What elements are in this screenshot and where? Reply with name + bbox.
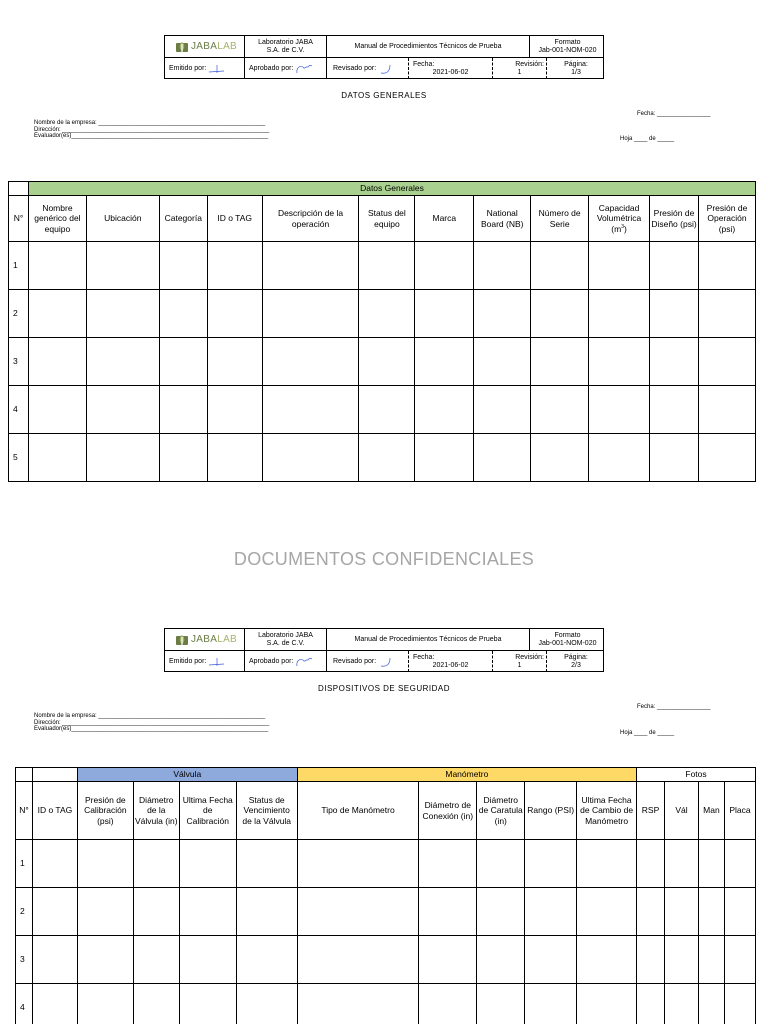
pagina-field: Página: 2/3 <box>564 653 588 669</box>
column-header: Número de Serie <box>531 196 589 242</box>
table-cell[interactable] <box>28 386 86 434</box>
table-cell[interactable] <box>665 888 699 936</box>
datos-generales-table <box>8 181 756 482</box>
datos-generales-rows <box>9 242 756 482</box>
table-cell[interactable] <box>577 984 637 1024</box>
table-cell[interactable] <box>474 386 531 434</box>
table-cell[interactable] <box>650 386 699 434</box>
table-cell[interactable] <box>179 840 236 888</box>
formato-code: Formato Jab-001-NOM-020 <box>538 38 597 54</box>
table-cell[interactable] <box>359 386 415 434</box>
table-cell[interactable] <box>650 290 699 338</box>
table-cell[interactable] <box>236 984 297 1024</box>
table-cell[interactable] <box>86 386 159 434</box>
row-number: 4 <box>9 386 29 434</box>
empresa-line: Nombre de la empresa: __________________________________________________ <box>34 713 266 719</box>
signature-icon <box>295 657 313 667</box>
column-header: Ubicación <box>86 196 159 242</box>
table-cell[interactable] <box>477 936 525 984</box>
row-number: 3 <box>16 936 33 984</box>
signature-icon <box>378 657 396 667</box>
table-cell[interactable] <box>207 242 262 290</box>
table-cell[interactable] <box>665 984 699 1024</box>
column-header: Marca <box>415 196 474 242</box>
table-cell[interactable] <box>665 936 699 984</box>
table-cell[interactable] <box>531 290 589 338</box>
table-cell[interactable] <box>650 338 699 386</box>
column-header: Ultima Fecha de Cambio de Manómetro <box>577 782 637 840</box>
table-cell[interactable] <box>32 984 77 1024</box>
table-cell[interactable] <box>419 888 477 936</box>
table-cell[interactable] <box>474 242 531 290</box>
table-cell[interactable] <box>698 936 724 984</box>
column-header: N° <box>16 782 33 840</box>
column-header: Presión de Operación (psi) <box>698 196 755 242</box>
table-cell[interactable] <box>525 936 577 984</box>
aprobado-por: Aprobado por: <box>245 58 327 79</box>
table-cell[interactable] <box>359 290 415 338</box>
table-cell[interactable] <box>474 338 531 386</box>
group-header-fotos: Fotos <box>637 768 756 782</box>
table-cell[interactable] <box>262 290 359 338</box>
company-info <box>34 713 269 733</box>
table-cell[interactable] <box>159 386 207 434</box>
table-cell[interactable] <box>86 338 159 386</box>
table-row <box>16 888 756 936</box>
table-cell[interactable] <box>724 936 755 984</box>
table-cell[interactable] <box>698 338 755 386</box>
table-cell[interactable] <box>637 984 665 1024</box>
table-cell[interactable] <box>77 888 133 936</box>
table-cell[interactable] <box>525 984 577 1024</box>
column-header: Status del equipo <box>359 196 415 242</box>
table-cell[interactable] <box>698 386 755 434</box>
hoja-line: Hoja ____ de _____ <box>620 730 675 736</box>
table-cell[interactable] <box>236 888 297 936</box>
pagina-field: Página: 1/3 <box>564 60 588 76</box>
table-cell[interactable] <box>159 434 207 482</box>
table-cell[interactable] <box>28 242 86 290</box>
emitido-por: Emitido por: <box>165 58 245 79</box>
hoja-line: Hoja ____ de _____ <box>620 136 675 142</box>
table-cell[interactable] <box>419 936 477 984</box>
table-cell[interactable] <box>589 386 650 434</box>
table-cell[interactable] <box>297 936 419 984</box>
column-header: Tipo de Manómetro <box>297 782 419 840</box>
column-header: Capacidad Volumétrica $(m^3)$ <box>589 196 650 242</box>
table-cell[interactable] <box>133 888 179 936</box>
row-number: 2 <box>16 888 33 936</box>
table-cell[interactable] <box>86 434 159 482</box>
table-cell[interactable] <box>77 936 133 984</box>
table-cell[interactable] <box>477 840 525 888</box>
column-header: Presión de Diseño (psi) <box>650 196 699 242</box>
table-cell[interactable] <box>297 888 419 936</box>
table-cell[interactable] <box>531 242 589 290</box>
table-cell[interactable] <box>525 840 577 888</box>
table-cell[interactable] <box>179 888 236 936</box>
corner-cell <box>9 182 29 196</box>
column-header: ID o TAG <box>32 782 77 840</box>
revisado-por: Revisado por: <box>327 58 409 79</box>
table-cell[interactable] <box>419 840 477 888</box>
table-cell[interactable] <box>477 984 525 1024</box>
column-header: National Board (NB) <box>474 196 531 242</box>
table-cell[interactable] <box>133 936 179 984</box>
group-header-datos-generales: Datos Generales <box>28 182 755 196</box>
table-cell[interactable] <box>262 338 359 386</box>
table-cell[interactable] <box>637 888 665 936</box>
table-cell[interactable] <box>133 984 179 1024</box>
revision-field: Revisión: 1 <box>493 651 547 672</box>
section-title-dispositivos: DISPOSITIVOS DE SEGURIDAD <box>317 684 451 693</box>
table-cell[interactable] <box>32 888 77 936</box>
column-header: Ultima Fecha de Calibración <box>179 782 236 840</box>
column-header: N° <box>9 196 29 242</box>
fecha-field: Fecha: 2021-06-02 <box>409 58 493 79</box>
manual-title: Manual de Procedimientos Técnicos de Prueba <box>327 36 530 57</box>
table-cell[interactable] <box>28 338 86 386</box>
table-cell[interactable] <box>207 290 262 338</box>
section-title-datos-generales: DATOS GENERALES <box>341 91 427 100</box>
table-cell[interactable] <box>637 936 665 984</box>
corner-cell <box>32 768 77 782</box>
confidential-watermark: DOCUMENTOS CONFIDENCIALES <box>233 549 535 569</box>
revision-field: Revisión: 1 <box>493 58 547 79</box>
table-cell[interactable] <box>650 242 699 290</box>
company-logo: JABALAB <box>165 629 245 650</box>
dispositivos-seguridad-table <box>15 767 756 1024</box>
table-cell[interactable] <box>32 840 77 888</box>
table-cell[interactable] <box>724 888 755 936</box>
evaluador-line: Evaluador(es)___________________________________________________________ <box>34 133 269 139</box>
table-cell[interactable] <box>698 840 724 888</box>
dispositivos-rows <box>16 840 756 1024</box>
company-info <box>34 120 269 140</box>
direccion-line: Dirección: ______________________________________________________________ <box>34 719 270 726</box>
table-cell[interactable] <box>698 242 755 290</box>
signature-icon <box>295 64 313 74</box>
leaf-logo-icon <box>175 633 189 647</box>
table-cell[interactable] <box>77 984 133 1024</box>
document-header-page2 <box>164 628 604 672</box>
column-header: ID o TAG <box>207 196 262 242</box>
column-header: Placa <box>724 782 755 840</box>
table-cell[interactable] <box>477 888 525 936</box>
table-cell[interactable] <box>531 386 589 434</box>
table-cell[interactable] <box>698 434 755 482</box>
table-cell[interactable] <box>297 840 419 888</box>
table-cell[interactable] <box>32 936 77 984</box>
signature-icon <box>208 64 226 74</box>
table-cell[interactable] <box>589 434 650 482</box>
formato-code: Formato Jab-001-NOM-020 <box>538 631 597 647</box>
table-row <box>9 434 756 482</box>
company-logo: JABALAB <box>165 36 245 57</box>
column-header: Nombre genérico del equipo <box>28 196 86 242</box>
column-header: Status de Vencimiento de la Válvula <box>236 782 297 840</box>
table-cell[interactable] <box>179 984 236 1024</box>
table-cell[interactable] <box>577 936 637 984</box>
direccion-line: Dirección: ______________________________________________________________ <box>34 126 270 133</box>
table-cell[interactable] <box>698 290 755 338</box>
table-cell[interactable] <box>698 888 724 936</box>
row-number: 1 <box>9 242 29 290</box>
table-cell[interactable] <box>577 888 637 936</box>
signature-icon <box>208 657 226 667</box>
column-header: Diámetro de Conexión (in) <box>419 782 477 840</box>
column-header: Descripción de la operación <box>262 196 359 242</box>
column-header: RSP <box>637 782 665 840</box>
table-cell[interactable] <box>359 242 415 290</box>
table-cell[interactable] <box>698 984 724 1024</box>
table-cell[interactable] <box>77 840 133 888</box>
table-cell[interactable] <box>531 338 589 386</box>
table-cell[interactable] <box>159 242 207 290</box>
table-cell[interactable] <box>207 434 262 482</box>
row-number: 1 <box>16 840 33 888</box>
table-row <box>9 338 756 386</box>
table-cell[interactable] <box>159 290 207 338</box>
table-cell[interactable] <box>159 338 207 386</box>
row-number: 4 <box>16 984 33 1024</box>
table-cell[interactable] <box>236 840 297 888</box>
table-cell[interactable] <box>179 936 236 984</box>
table-cell[interactable] <box>415 386 474 434</box>
column-header: Diámetro de Caratula (in) <box>477 782 525 840</box>
row-number: 5 <box>9 434 29 482</box>
manual-title: Manual de Procedimientos Técnicos de Prueba <box>327 629 530 650</box>
table-cell[interactable] <box>207 338 262 386</box>
column-header: Rango (PSI) <box>525 782 577 840</box>
leaf-logo-icon <box>175 40 189 54</box>
emitido-por: Emitido por: <box>165 651 245 672</box>
table-cell[interactable] <box>359 434 415 482</box>
table-cell[interactable] <box>531 434 589 482</box>
revisado-por: Revisado por: <box>327 651 409 672</box>
table-cell[interactable] <box>589 290 650 338</box>
table-row <box>16 840 756 888</box>
table-row <box>16 936 756 984</box>
table-cell[interactable] <box>474 290 531 338</box>
table-cell[interactable] <box>297 984 419 1024</box>
table-cell[interactable] <box>637 840 665 888</box>
column-header: Vál <box>665 782 699 840</box>
table-cell[interactable] <box>589 242 650 290</box>
table-cell[interactable] <box>415 338 474 386</box>
fecha-field: Fecha: 2021-06-02 <box>409 651 493 672</box>
column-header: Man <box>698 782 724 840</box>
table-cell[interactable] <box>28 290 86 338</box>
table-cell[interactable] <box>415 242 474 290</box>
table-cell[interactable] <box>262 386 359 434</box>
table-cell[interactable] <box>86 290 159 338</box>
aprobado-por: Aprobado por: <box>245 651 327 672</box>
table-cell[interactable] <box>28 434 86 482</box>
empresa-line: Nombre de la empresa: __________________________________________________ <box>34 120 266 126</box>
table-cell[interactable] <box>262 434 359 482</box>
table-row <box>9 290 756 338</box>
column-header: Diámetro de la Válvula (in) <box>133 782 179 840</box>
table-cell[interactable] <box>262 242 359 290</box>
table-row <box>9 242 756 290</box>
evaluador-line: Evaluador(es)___________________________________________________________ <box>34 726 269 732</box>
table-cell[interactable] <box>577 840 637 888</box>
corner-cell <box>16 768 33 782</box>
fecha-line: Fecha: ________________ <box>637 704 711 710</box>
table-cell[interactable] <box>236 936 297 984</box>
table-cell[interactable] <box>207 386 262 434</box>
table-row <box>16 984 756 1024</box>
table-cell[interactable] <box>359 338 415 386</box>
lab-name: Laboratorio JABA S.A. de C.V. <box>245 629 327 650</box>
group-header-manometro: Manómetro <box>297 768 636 782</box>
table-cell[interactable] <box>665 840 699 888</box>
table-cell[interactable] <box>650 434 699 482</box>
table-cell[interactable] <box>415 290 474 338</box>
table-cell[interactable] <box>415 434 474 482</box>
table-row <box>9 386 756 434</box>
group-header-valvula: Válvula <box>77 768 297 782</box>
table-cell[interactable] <box>724 984 755 1024</box>
signature-icon <box>378 64 396 74</box>
document-header-page1 <box>164 35 604 79</box>
table-cell[interactable] <box>474 434 531 482</box>
fecha-line: Fecha: ________________ <box>637 111 711 117</box>
column-header: Categoría <box>159 196 207 242</box>
row-number: 2 <box>9 290 29 338</box>
column-header: Presión de Calibración (psi) <box>77 782 133 840</box>
row-number: 3 <box>9 338 29 386</box>
table-cell[interactable] <box>525 888 577 936</box>
lab-name: Laboratorio JABA S.A. de C.V. <box>245 36 327 57</box>
table-cell[interactable] <box>86 242 159 290</box>
table-cell[interactable] <box>589 338 650 386</box>
table-cell[interactable] <box>419 984 477 1024</box>
table-cell[interactable] <box>724 840 755 888</box>
table-cell[interactable] <box>133 840 179 888</box>
